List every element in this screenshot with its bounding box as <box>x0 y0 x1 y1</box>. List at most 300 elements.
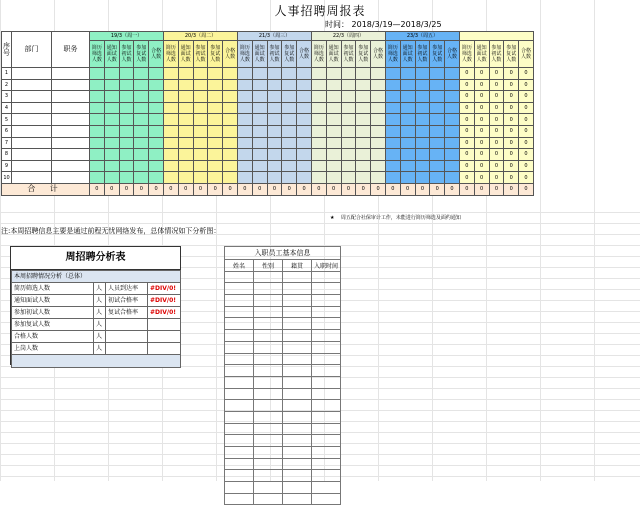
data-cell[interactable] <box>149 160 164 172</box>
employee-cell[interactable] <box>254 376 283 388</box>
data-cell[interactable] <box>90 160 105 172</box>
data-cell[interactable] <box>297 68 312 80</box>
data-cell[interactable] <box>178 149 193 161</box>
data-cell[interactable] <box>119 79 134 91</box>
data-cell[interactable] <box>237 68 252 80</box>
data-cell[interactable] <box>223 79 238 91</box>
data-cell[interactable] <box>223 149 238 161</box>
data-cell[interactable] <box>430 160 445 172</box>
data-cell[interactable] <box>178 91 193 103</box>
data-cell[interactable] <box>385 149 400 161</box>
data-cell[interactable] <box>104 102 119 114</box>
employee-cell[interactable] <box>225 306 254 318</box>
department-cell[interactable] <box>12 114 52 126</box>
data-cell[interactable] <box>326 68 341 80</box>
data-cell[interactable] <box>371 114 386 126</box>
data-cell[interactable] <box>252 79 267 91</box>
data-cell[interactable] <box>223 91 238 103</box>
data-cell[interactable] <box>208 125 223 137</box>
data-cell[interactable] <box>430 79 445 91</box>
data-cell[interactable] <box>311 114 326 126</box>
data-cell[interactable] <box>267 114 282 126</box>
data-cell[interactable] <box>90 79 105 91</box>
employee-cell[interactable] <box>312 423 341 435</box>
data-cell[interactable] <box>104 91 119 103</box>
data-cell[interactable] <box>415 137 430 149</box>
data-cell[interactable] <box>163 91 178 103</box>
position-cell[interactable] <box>52 149 90 161</box>
position-cell[interactable] <box>52 160 90 172</box>
position-cell[interactable] <box>52 114 90 126</box>
data-cell[interactable] <box>415 91 430 103</box>
employee-cell[interactable] <box>312 341 341 353</box>
data-cell[interactable] <box>134 91 149 103</box>
data-cell[interactable] <box>178 102 193 114</box>
data-cell[interactable] <box>445 149 460 161</box>
employee-cell[interactable] <box>254 458 283 470</box>
data-cell[interactable] <box>252 160 267 172</box>
data-cell[interactable] <box>371 91 386 103</box>
employee-cell[interactable] <box>283 470 312 482</box>
employee-cell[interactable] <box>283 353 312 365</box>
employee-cell[interactable] <box>254 400 283 412</box>
employee-cell[interactable] <box>254 482 283 494</box>
data-cell[interactable] <box>267 160 282 172</box>
data-cell[interactable] <box>90 172 105 184</box>
data-cell[interactable] <box>178 79 193 91</box>
data-cell[interactable] <box>282 172 297 184</box>
data-cell[interactable] <box>297 172 312 184</box>
data-cell[interactable] <box>252 125 267 137</box>
data-cell[interactable] <box>267 149 282 161</box>
data-cell[interactable] <box>149 102 164 114</box>
data-cell[interactable] <box>163 137 178 149</box>
data-cell[interactable] <box>400 149 415 161</box>
data-cell[interactable] <box>90 102 105 114</box>
data-cell[interactable] <box>134 160 149 172</box>
data-cell[interactable] <box>237 102 252 114</box>
data-cell[interactable] <box>237 149 252 161</box>
data-cell[interactable] <box>371 160 386 172</box>
data-cell[interactable] <box>341 68 356 80</box>
data-cell[interactable] <box>311 160 326 172</box>
data-cell[interactable] <box>149 149 164 161</box>
data-cell[interactable] <box>341 79 356 91</box>
data-cell[interactable] <box>208 102 223 114</box>
data-cell[interactable] <box>252 102 267 114</box>
data-cell[interactable] <box>193 172 208 184</box>
data-cell[interactable] <box>223 137 238 149</box>
data-cell[interactable] <box>252 68 267 80</box>
data-cell[interactable] <box>223 160 238 172</box>
data-cell[interactable] <box>326 91 341 103</box>
data-cell[interactable] <box>252 91 267 103</box>
employee-cell[interactable] <box>283 271 312 283</box>
data-cell[interactable] <box>149 114 164 126</box>
data-cell[interactable] <box>445 102 460 114</box>
data-cell[interactable] <box>223 125 238 137</box>
data-cell[interactable] <box>237 172 252 184</box>
employee-cell[interactable] <box>225 458 254 470</box>
data-cell[interactable] <box>430 172 445 184</box>
data-cell[interactable] <box>415 114 430 126</box>
data-cell[interactable] <box>311 149 326 161</box>
data-cell[interactable] <box>119 125 134 137</box>
employee-cell[interactable] <box>254 306 283 318</box>
data-cell[interactable] <box>178 125 193 137</box>
employee-cell[interactable] <box>225 400 254 412</box>
data-cell[interactable] <box>297 125 312 137</box>
data-cell[interactable] <box>385 79 400 91</box>
data-cell[interactable] <box>104 172 119 184</box>
data-cell[interactable] <box>134 114 149 126</box>
data-cell[interactable] <box>326 149 341 161</box>
data-cell[interactable] <box>134 102 149 114</box>
employee-cell[interactable] <box>254 493 283 505</box>
employee-cell[interactable] <box>283 493 312 505</box>
data-cell[interactable] <box>430 149 445 161</box>
employee-cell[interactable] <box>225 470 254 482</box>
data-cell[interactable] <box>341 114 356 126</box>
employee-cell[interactable] <box>254 353 283 365</box>
data-cell[interactable] <box>415 160 430 172</box>
data-cell[interactable] <box>267 79 282 91</box>
data-cell[interactable] <box>415 172 430 184</box>
data-cell[interactable] <box>385 102 400 114</box>
data-cell[interactable] <box>311 91 326 103</box>
employee-cell[interactable] <box>225 376 254 388</box>
data-cell[interactable] <box>415 79 430 91</box>
data-cell[interactable] <box>282 137 297 149</box>
department-cell[interactable] <box>12 125 52 137</box>
data-cell[interactable] <box>415 68 430 80</box>
data-cell[interactable] <box>223 68 238 80</box>
employee-cell[interactable] <box>225 493 254 505</box>
data-cell[interactable] <box>104 79 119 91</box>
data-cell[interactable] <box>341 137 356 149</box>
data-cell[interactable] <box>252 149 267 161</box>
data-cell[interactable] <box>178 137 193 149</box>
data-cell[interactable] <box>178 160 193 172</box>
data-cell[interactable] <box>193 160 208 172</box>
employee-cell[interactable] <box>254 271 283 283</box>
data-cell[interactable] <box>400 102 415 114</box>
data-cell[interactable] <box>119 114 134 126</box>
employee-cell[interactable] <box>225 295 254 307</box>
data-cell[interactable] <box>385 114 400 126</box>
employee-cell[interactable] <box>312 330 341 342</box>
data-cell[interactable] <box>445 68 460 80</box>
data-cell[interactable] <box>385 172 400 184</box>
employee-cell[interactable] <box>225 318 254 330</box>
employee-cell[interactable] <box>283 341 312 353</box>
employee-cell[interactable] <box>312 306 341 318</box>
data-cell[interactable] <box>223 102 238 114</box>
data-cell[interactable] <box>134 125 149 137</box>
data-cell[interactable] <box>341 160 356 172</box>
data-cell[interactable] <box>297 149 312 161</box>
employee-cell[interactable] <box>254 435 283 447</box>
data-cell[interactable] <box>356 125 371 137</box>
data-cell[interactable] <box>163 79 178 91</box>
employee-cell[interactable] <box>225 423 254 435</box>
employee-cell[interactable] <box>254 423 283 435</box>
data-cell[interactable] <box>385 137 400 149</box>
data-cell[interactable] <box>282 79 297 91</box>
employee-cell[interactable] <box>254 295 283 307</box>
data-cell[interactable] <box>415 102 430 114</box>
data-cell[interactable] <box>371 68 386 80</box>
data-cell[interactable] <box>341 172 356 184</box>
data-cell[interactable] <box>326 160 341 172</box>
employee-cell[interactable] <box>283 283 312 295</box>
position-cell[interactable] <box>52 172 90 184</box>
employee-cell[interactable] <box>312 283 341 295</box>
data-cell[interactable] <box>208 91 223 103</box>
data-cell[interactable] <box>119 149 134 161</box>
data-cell[interactable] <box>178 68 193 80</box>
data-cell[interactable] <box>237 160 252 172</box>
data-cell[interactable] <box>90 68 105 80</box>
data-cell[interactable] <box>326 172 341 184</box>
department-cell[interactable] <box>12 102 52 114</box>
data-cell[interactable] <box>445 160 460 172</box>
employee-cell[interactable] <box>225 435 254 447</box>
data-cell[interactable] <box>193 114 208 126</box>
employee-cell[interactable] <box>312 388 341 400</box>
employee-cell[interactable] <box>225 330 254 342</box>
position-cell[interactable] <box>52 68 90 80</box>
data-cell[interactable] <box>297 102 312 114</box>
data-cell[interactable] <box>445 137 460 149</box>
data-cell[interactable] <box>149 172 164 184</box>
data-cell[interactable] <box>341 102 356 114</box>
data-cell[interactable] <box>119 160 134 172</box>
data-cell[interactable] <box>163 68 178 80</box>
employee-cell[interactable] <box>312 376 341 388</box>
position-cell[interactable] <box>52 79 90 91</box>
data-cell[interactable] <box>208 114 223 126</box>
data-cell[interactable] <box>90 137 105 149</box>
data-cell[interactable] <box>252 114 267 126</box>
data-cell[interactable] <box>104 68 119 80</box>
employee-cell[interactable] <box>283 411 312 423</box>
data-cell[interactable] <box>326 114 341 126</box>
data-cell[interactable] <box>326 137 341 149</box>
data-cell[interactable] <box>163 114 178 126</box>
data-cell[interactable] <box>134 79 149 91</box>
employee-cell[interactable] <box>225 411 254 423</box>
data-cell[interactable] <box>193 149 208 161</box>
data-cell[interactable] <box>400 91 415 103</box>
data-cell[interactable] <box>356 68 371 80</box>
data-cell[interactable] <box>134 172 149 184</box>
data-cell[interactable] <box>163 149 178 161</box>
employee-cell[interactable] <box>225 388 254 400</box>
data-cell[interactable] <box>237 91 252 103</box>
data-cell[interactable] <box>371 137 386 149</box>
employee-cell[interactable] <box>283 400 312 412</box>
data-cell[interactable] <box>445 91 460 103</box>
data-cell[interactable] <box>430 102 445 114</box>
position-cell[interactable] <box>52 137 90 149</box>
data-cell[interactable] <box>267 137 282 149</box>
data-cell[interactable] <box>282 149 297 161</box>
data-cell[interactable] <box>104 114 119 126</box>
data-cell[interactable] <box>163 160 178 172</box>
data-cell[interactable] <box>326 79 341 91</box>
employee-cell[interactable] <box>254 388 283 400</box>
employee-cell[interactable] <box>283 388 312 400</box>
employee-cell[interactable] <box>283 423 312 435</box>
data-cell[interactable] <box>193 125 208 137</box>
data-cell[interactable] <box>208 68 223 80</box>
data-cell[interactable] <box>104 160 119 172</box>
data-cell[interactable] <box>193 68 208 80</box>
data-cell[interactable] <box>385 91 400 103</box>
data-cell[interactable] <box>149 79 164 91</box>
department-cell[interactable] <box>12 137 52 149</box>
data-cell[interactable] <box>445 172 460 184</box>
data-cell[interactable] <box>371 172 386 184</box>
data-cell[interactable] <box>297 91 312 103</box>
data-cell[interactable] <box>193 137 208 149</box>
data-cell[interactable] <box>371 149 386 161</box>
data-cell[interactable] <box>356 102 371 114</box>
employee-cell[interactable] <box>312 365 341 377</box>
employee-cell[interactable] <box>225 365 254 377</box>
employee-cell[interactable] <box>283 295 312 307</box>
employee-cell[interactable] <box>283 482 312 494</box>
employee-cell[interactable] <box>225 353 254 365</box>
data-cell[interactable] <box>311 172 326 184</box>
data-cell[interactable] <box>149 125 164 137</box>
data-cell[interactable] <box>385 160 400 172</box>
department-cell[interactable] <box>12 68 52 80</box>
employee-cell[interactable] <box>225 482 254 494</box>
data-cell[interactable] <box>297 114 312 126</box>
data-cell[interactable] <box>267 102 282 114</box>
data-cell[interactable] <box>134 137 149 149</box>
data-cell[interactable] <box>356 114 371 126</box>
data-cell[interactable] <box>223 172 238 184</box>
data-cell[interactable] <box>208 172 223 184</box>
data-cell[interactable] <box>178 172 193 184</box>
data-cell[interactable] <box>163 125 178 137</box>
position-cell[interactable] <box>52 102 90 114</box>
data-cell[interactable] <box>371 102 386 114</box>
data-cell[interactable] <box>385 68 400 80</box>
data-cell[interactable] <box>208 149 223 161</box>
data-cell[interactable] <box>282 114 297 126</box>
employee-cell[interactable] <box>254 470 283 482</box>
data-cell[interactable] <box>341 125 356 137</box>
employee-cell[interactable] <box>312 482 341 494</box>
employee-cell[interactable] <box>312 470 341 482</box>
data-cell[interactable] <box>237 114 252 126</box>
employee-cell[interactable] <box>283 330 312 342</box>
employee-cell[interactable] <box>312 458 341 470</box>
data-cell[interactable] <box>297 137 312 149</box>
data-cell[interactable] <box>400 172 415 184</box>
department-cell[interactable] <box>12 149 52 161</box>
data-cell[interactable] <box>119 137 134 149</box>
data-cell[interactable] <box>430 125 445 137</box>
data-cell[interactable] <box>371 79 386 91</box>
department-cell[interactable] <box>12 79 52 91</box>
department-cell[interactable] <box>12 91 52 103</box>
employee-cell[interactable] <box>312 271 341 283</box>
employee-cell[interactable] <box>254 447 283 459</box>
data-cell[interactable] <box>193 102 208 114</box>
data-cell[interactable] <box>178 114 193 126</box>
data-cell[interactable] <box>282 91 297 103</box>
data-cell[interactable] <box>282 102 297 114</box>
data-cell[interactable] <box>163 102 178 114</box>
data-cell[interactable] <box>163 172 178 184</box>
data-cell[interactable] <box>430 91 445 103</box>
employee-cell[interactable] <box>254 318 283 330</box>
data-cell[interactable] <box>341 149 356 161</box>
department-cell[interactable] <box>12 172 52 184</box>
data-cell[interactable] <box>356 149 371 161</box>
data-cell[interactable] <box>415 125 430 137</box>
data-cell[interactable] <box>267 125 282 137</box>
data-cell[interactable] <box>193 91 208 103</box>
data-cell[interactable] <box>400 68 415 80</box>
data-cell[interactable] <box>119 102 134 114</box>
employee-cell[interactable] <box>283 306 312 318</box>
employee-cell[interactable] <box>254 283 283 295</box>
employee-cell[interactable] <box>312 493 341 505</box>
data-cell[interactable] <box>341 91 356 103</box>
data-cell[interactable] <box>104 125 119 137</box>
employee-cell[interactable] <box>312 447 341 459</box>
employee-cell[interactable] <box>283 458 312 470</box>
data-cell[interactable] <box>282 68 297 80</box>
data-cell[interactable] <box>400 137 415 149</box>
data-cell[interactable] <box>385 125 400 137</box>
data-cell[interactable] <box>356 137 371 149</box>
data-cell[interactable] <box>149 68 164 80</box>
data-cell[interactable] <box>119 68 134 80</box>
employee-cell[interactable] <box>283 435 312 447</box>
data-cell[interactable] <box>430 137 445 149</box>
data-cell[interactable] <box>326 102 341 114</box>
data-cell[interactable] <box>267 172 282 184</box>
data-cell[interactable] <box>311 79 326 91</box>
data-cell[interactable] <box>400 125 415 137</box>
employee-cell[interactable] <box>283 376 312 388</box>
data-cell[interactable] <box>104 137 119 149</box>
data-cell[interactable] <box>134 68 149 80</box>
data-cell[interactable] <box>237 125 252 137</box>
data-cell[interactable] <box>371 125 386 137</box>
data-cell[interactable] <box>400 160 415 172</box>
employee-cell[interactable] <box>312 318 341 330</box>
employee-cell[interactable] <box>254 330 283 342</box>
data-cell[interactable] <box>90 149 105 161</box>
data-cell[interactable] <box>430 114 445 126</box>
employee-cell[interactable] <box>283 318 312 330</box>
data-cell[interactable] <box>252 137 267 149</box>
employee-cell[interactable] <box>254 411 283 423</box>
data-cell[interactable] <box>149 137 164 149</box>
data-cell[interactable] <box>430 68 445 80</box>
data-cell[interactable] <box>356 160 371 172</box>
data-cell[interactable] <box>104 149 119 161</box>
employee-cell[interactable] <box>312 400 341 412</box>
